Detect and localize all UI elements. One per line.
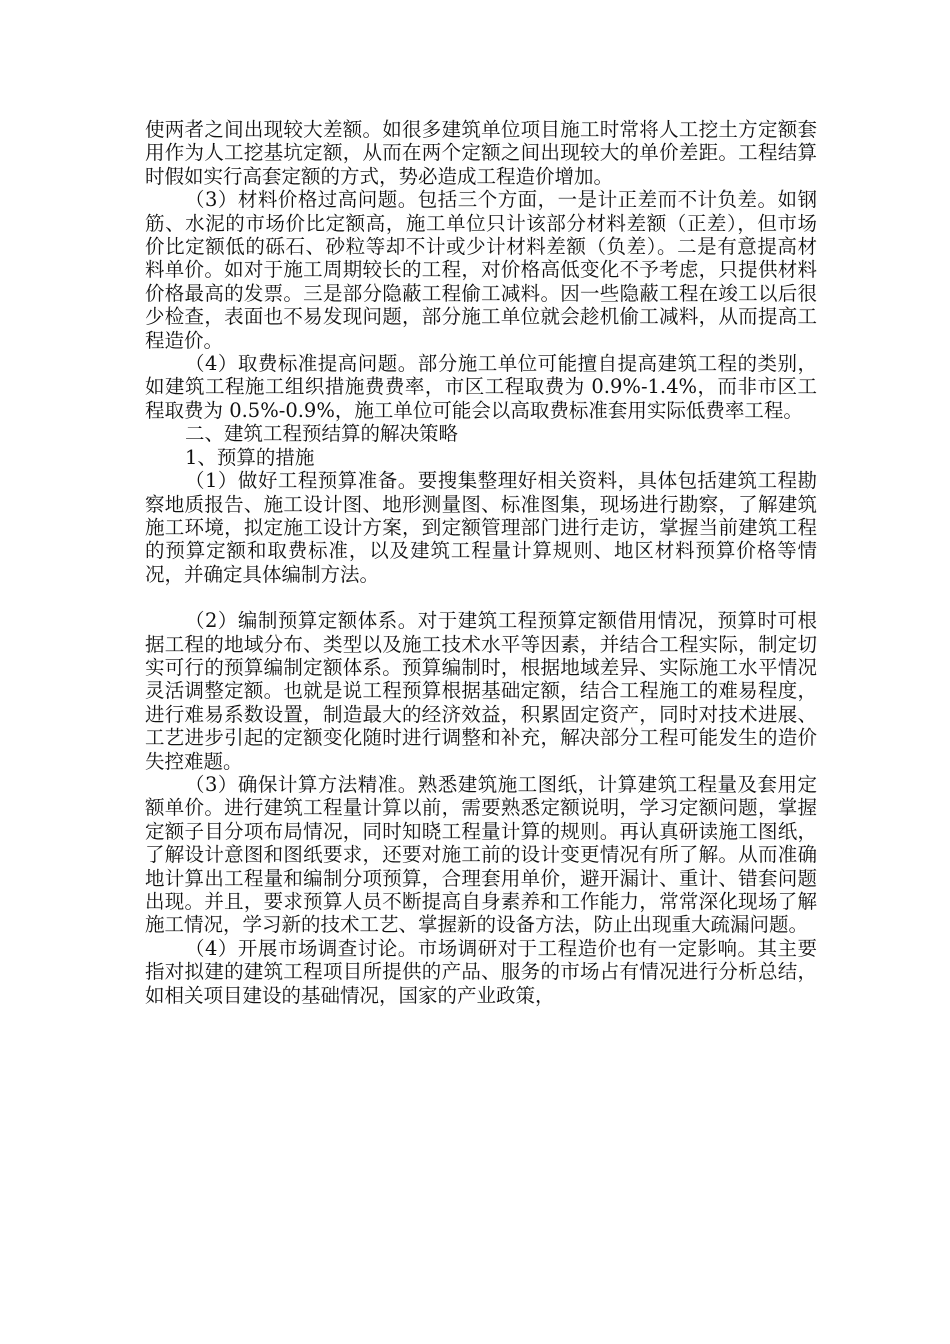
- document-page: [145, 118, 817, 1007]
- paragraph-market-survey: （4）开展市场调查讨论。市场调研对于工程造价也有一定影响。其主要指对拟建的建筑工程项目所提供的产品、服务的市场占有情况进行分析总结，如相关项目建设的基础情况，国家的产业政策，: [145, 936, 817, 1007]
- paragraph-calculation-method: （3）确保计算方法精准。熟悉建筑施工图纸，计算建筑工程量及套用定额单价。进行建筑工程量计算以前，需要熟悉定额说明，学习定额问题，掌握定额子目分项布局情况，同时知晓工程量计算的规则。再认真研读施工图纸，了解设计意图和图纸要求，还要对施工前的设计变更情况有所了解。从而准确地计算出工程量和编制分项预算，合理套用单价，避开漏计、重计、错套问题出现。并且，要求预算人员不断提高自身素养和工作能力，常常深化现场了解施工情况，学习新的技术工艺、掌握新的设备方法，防止出现重大疏漏问题。: [145, 772, 817, 937]
- section-heading-strategies: 二、建筑工程预结算的解决策略: [185, 422, 459, 446]
- paragraph-continuation: 使两者之间出现较大差额。如很多建筑单位项目施工时常将人工挖土方定额套用作为人工挖基坑定额，从而在两个定额之间出现较大的单价差距。工程结算时假如实行高套定额的方式，势必造成工程造价增加。: [145, 118, 817, 188]
- paragraph-fee-standard: （4）取费标准提高问题。部分施工单位可能擅自提高建筑工程的类别，如建筑工程施工组织措施费费率，市区工程取费为 0.9%-1.4%，而非市区工程取费为 0.5%-0.9%，施工单位可能会以高取费标准套用实际低费率工程。: [145, 352, 817, 422]
- paragraph-quota-system: （2）编制预算定额体系。对于建筑工程预算定额借用情况，预算时可根据工程的地域分布、类型以及施工技术水平等因素，并结合工程实际，制定切实可行的预算编制定额体系。预算编制时，根据地域差异、实际施工水平情况灵活调整定额。也就是说工程预算根据基础定额，结合工程施工的难易程度，进行难易系数设置，制造最大的经济效益，积累固定资产，同时对技术进展、工艺进步引起的定额变化随时进行调整和补充，解决部分工程可能发生的造价失控难题。: [145, 609, 817, 773]
- paragraph-material-price: （3）材料价格过高问题。包括三个方面，一是计正差而不计负差。如钢筋、水泥的市场价比定额高，施工单位只计该部分材料差额（正差），但市场价比定额低的砾石、砂粒等却不计或少计材料差额（负差）。二是有意提高材料单价。如对于施工周期较长的工程，对价格高低变化不予考虑，只提供材料价格最高的发票。三是部分隐蔽工程偷工减料。因一些隐蔽工程在竣工以后很少检查，表面也不易发现问题，部分施工单位就会趁机偷工减料，从而提高工程造价。: [145, 188, 817, 352]
- paragraph-budget-preparation: （1）做好工程预算准备。要搜集整理好相关资料，具体包括建筑工程勘察地质报告、施工设计图、地形测量图、标准图集，现场进行勘察，了解建筑施工环境，拟定施工设计方案，到定额管理部门进行走访，掌握当前建筑工程的预算定额和取费标准，以及建筑工程量计算规则、地区材料预算价格等情况，并确定具体编制方法。: [145, 469, 817, 586]
- subsection-heading-budget: 1、预算的措施: [185, 445, 315, 469]
